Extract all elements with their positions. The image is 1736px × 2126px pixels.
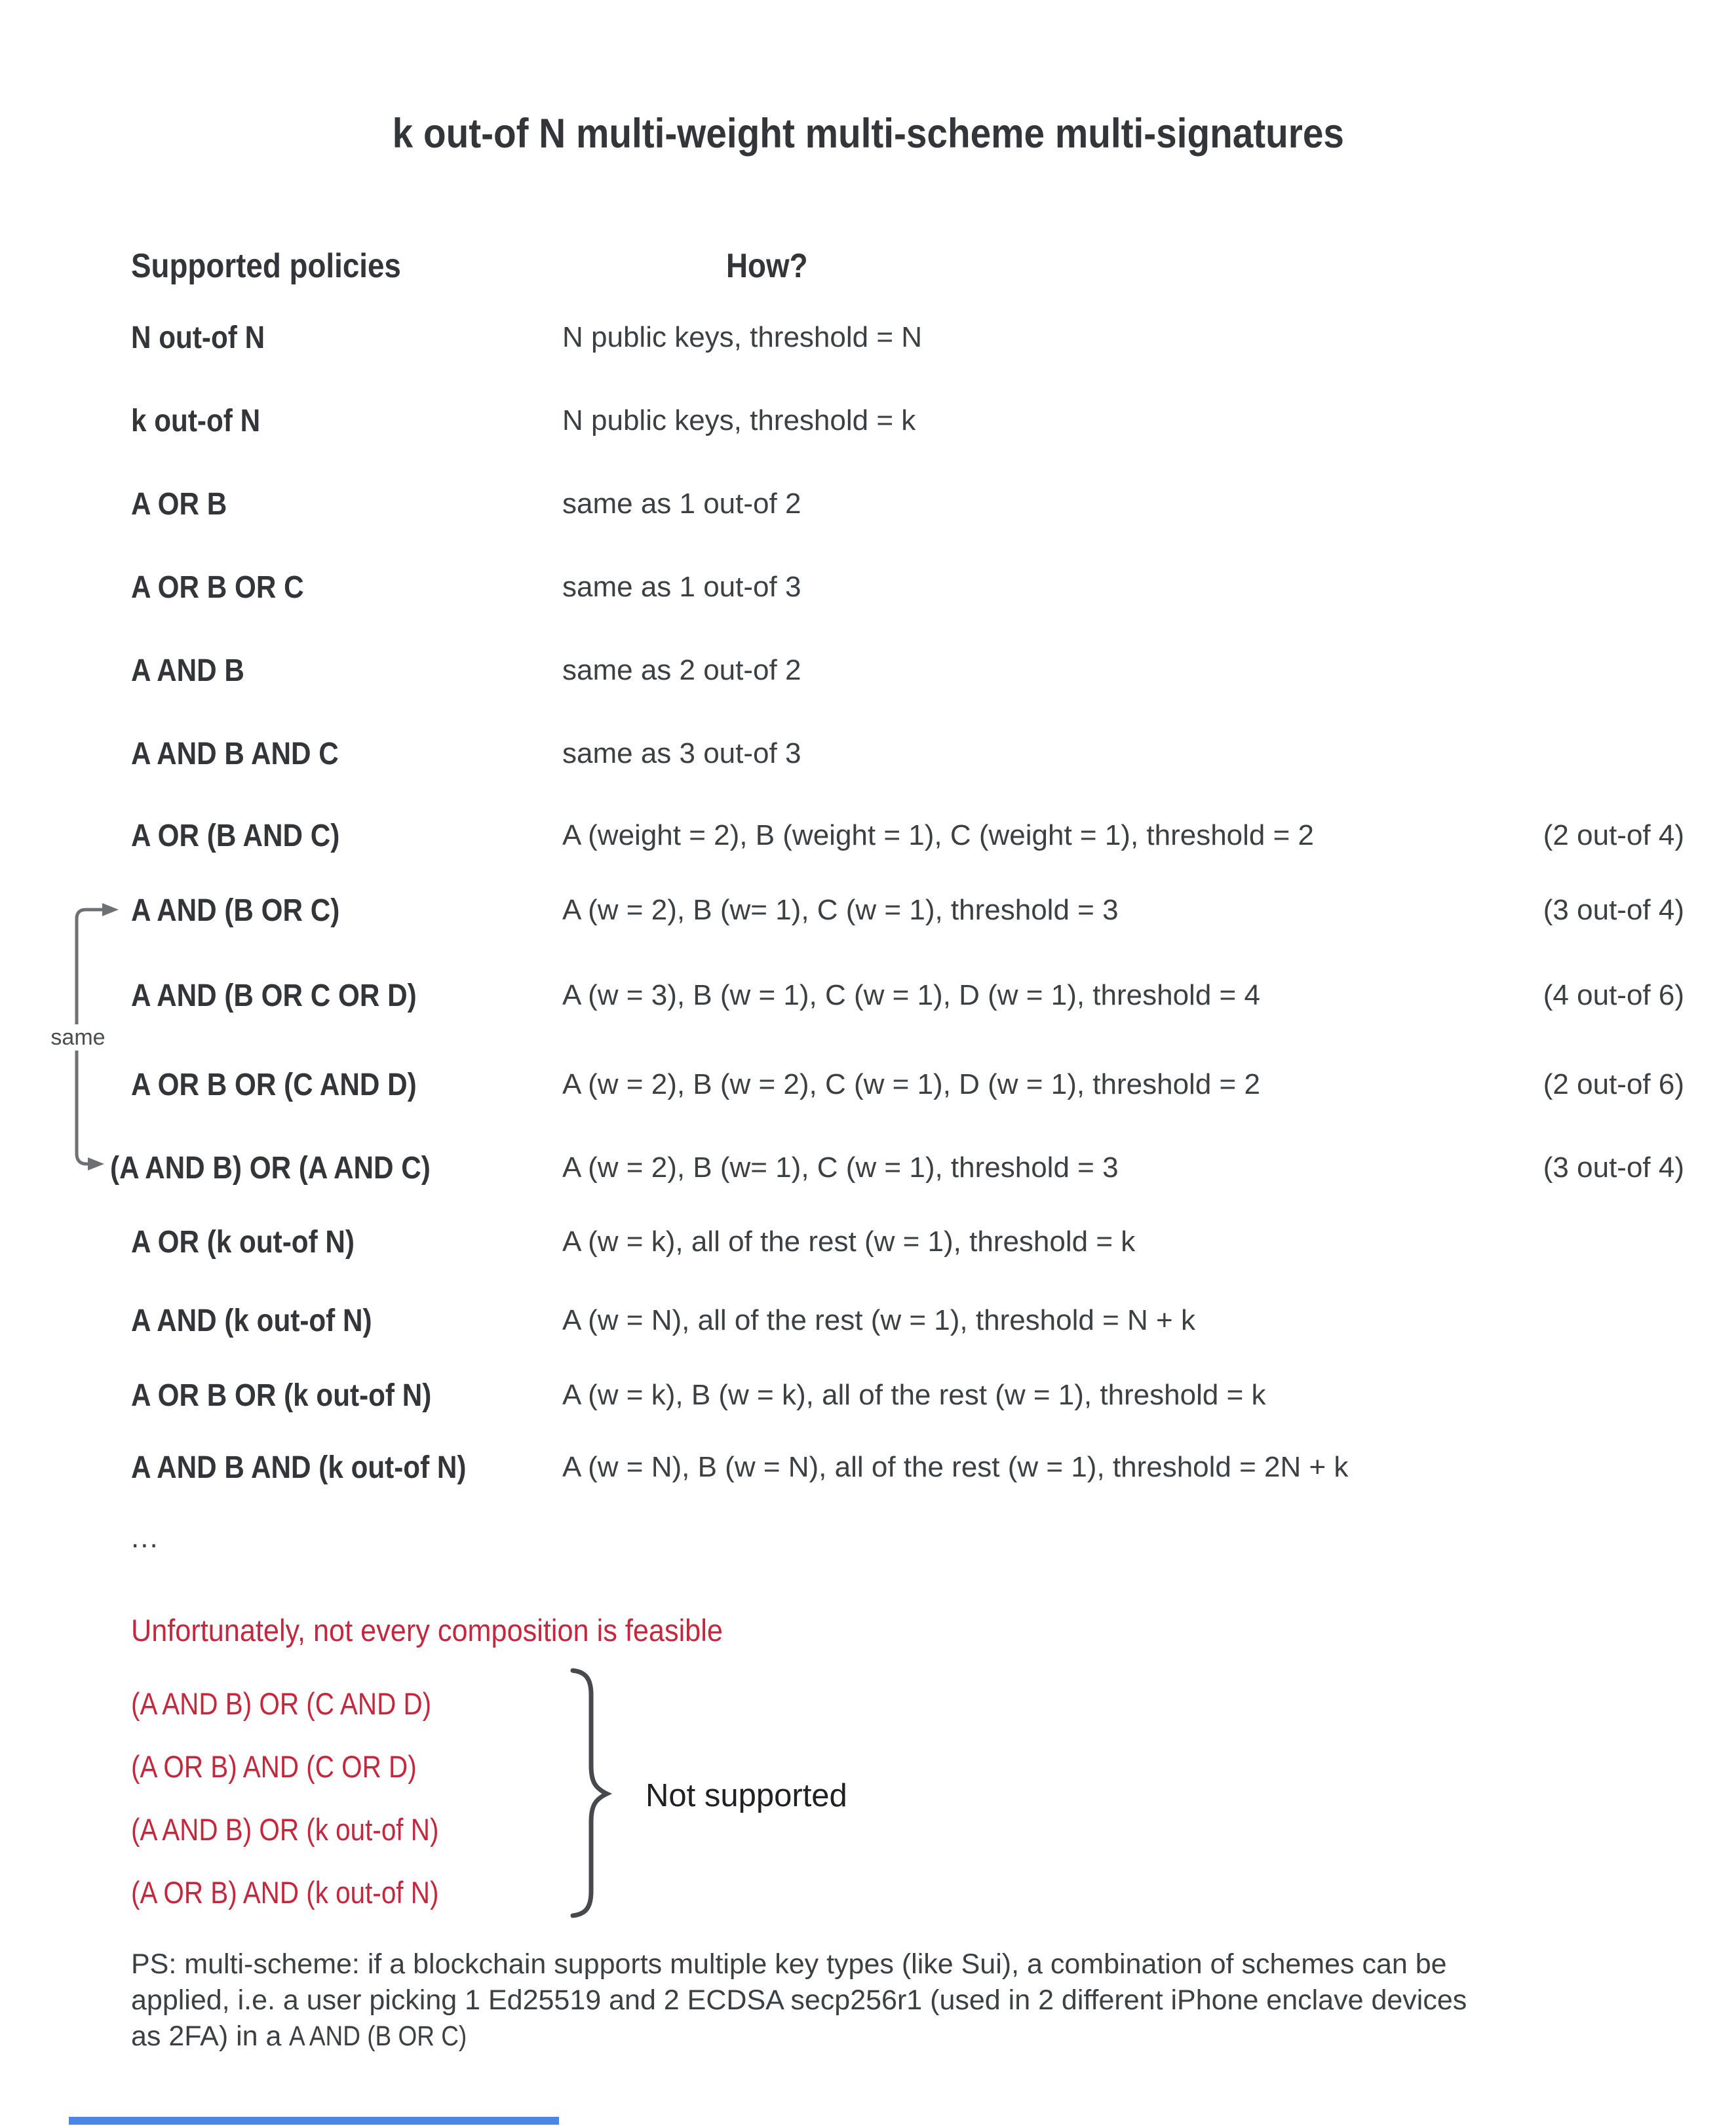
page-title: k out-of N multi-weight multi-scheme multi-signatures	[392, 111, 1344, 157]
table-row	[0, 1450, 1736, 1496]
table-row	[0, 818, 1736, 864]
table-row	[0, 1378, 1736, 1423]
ps-note-line2: applied, i.e. a user picking 1 Ed25519 and 2 ECDSA secp256r1 (used in 2 different iPhone enclave devices	[131, 1984, 1467, 2016]
table-row	[0, 1303, 1736, 1349]
table-row	[0, 653, 1736, 699]
policy-name: A AND B AND C	[131, 737, 339, 771]
equivalence-note: (2 out-of 4)	[1543, 819, 1684, 851]
column-header-how: How?	[726, 247, 808, 285]
how-cell	[562, 321, 1684, 354]
how-description: A (w = k), all of the rest (w = 1), threshold = k	[562, 1226, 1136, 1258]
table-row	[0, 486, 1736, 532]
table-row	[0, 1067, 1736, 1113]
policy-name: N out-of N	[131, 320, 265, 355]
infeasible-item: (A OR B) AND (k out-of N)	[131, 1875, 439, 1910]
table-row	[0, 320, 1736, 366]
how-description: A (weight = 2), B (weight = 1), C (weight = 1), threshold = 2	[562, 819, 1315, 851]
page-title-wrap	[0, 110, 1736, 157]
how-cell	[562, 819, 1684, 852]
policy-name: A OR B	[131, 487, 227, 522]
policy-name: A AND (B OR C OR D)	[131, 978, 417, 1013]
infeasible-item: (A AND B) OR (C AND D)	[131, 1686, 432, 1721]
how-cell	[562, 1379, 1684, 1412]
how-description: A (w = 2), B (w= 1), C (w = 1), threshold = 3	[562, 1151, 1119, 1184]
ps-note-line3-prefix: as 2FA) in a	[131, 2020, 290, 2052]
how-cell	[562, 1451, 1684, 1484]
how-description: same as 2 out-of 2	[562, 654, 801, 686]
table-row	[0, 403, 1736, 449]
policy-name: A AND (B OR C)	[131, 893, 340, 928]
table-row	[0, 1150, 1736, 1196]
how-cell	[562, 1226, 1684, 1258]
table-row	[0, 736, 1736, 782]
policy-name: A AND (k out-of N)	[131, 1304, 372, 1338]
how-description: same as 3 out-of 3	[562, 737, 801, 769]
how-description: same as 1 out-of 3	[562, 571, 801, 603]
table-ellipsis: ...	[131, 1522, 159, 1554]
how-description: N public keys, threshold = N	[562, 321, 923, 353]
not-supported-brace-icon	[573, 1671, 607, 1916]
policy-name: A OR B OR C	[131, 570, 304, 605]
how-cell	[562, 1304, 1684, 1337]
infeasible-heading: Unfortunately, not every composition is feasible	[131, 1613, 723, 1648]
how-description: A (w = k), B (w = k), all of the rest (w = 1), threshold = k	[562, 1379, 1266, 1411]
how-cell	[562, 979, 1684, 1012]
how-description: N public keys, threshold = k	[562, 404, 916, 436]
infeasible-item: (A AND B) OR (k out-of N)	[131, 1812, 439, 1847]
policy-name: A OR B OR (k out-of N)	[131, 1378, 432, 1413]
policy-name: A AND B	[131, 653, 244, 688]
how-cell	[562, 654, 1684, 687]
table-row	[0, 570, 1736, 615]
how-description: same as 1 out-of 2	[562, 488, 801, 520]
same-annotation-label: same	[44, 1024, 112, 1051]
how-description: A (w = 2), B (w= 1), C (w = 1), threshold = 3	[562, 894, 1119, 926]
equivalence-note: (3 out-of 4)	[1543, 894, 1684, 926]
how-cell	[562, 1068, 1684, 1101]
table-row	[0, 893, 1736, 938]
column-header-supported-policies: Supported policies	[131, 247, 401, 285]
policy-name: A OR (k out-of N)	[131, 1225, 355, 1260]
policy-name: k out-of N	[131, 404, 261, 438]
equivalence-note: (2 out-of 6)	[1543, 1068, 1684, 1100]
how-description: A (w = N), B (w = N), all of the rest (w = 1), threshold = 2N + k	[562, 1451, 1349, 1483]
policy-name: A OR (B AND C)	[131, 819, 340, 853]
ps-note-line1: PS: multi-scheme: if a blockchain supports multiple key types (like Sui), a combination of schemes can be	[131, 1948, 1447, 1980]
policy-name: (A AND B) OR (A AND C)	[110, 1151, 431, 1186]
infeasible-item: (A OR B) AND (C OR D)	[131, 1749, 417, 1784]
table-row	[0, 1224, 1736, 1270]
how-cell	[562, 404, 1684, 437]
how-description: A (w = 3), B (w = 1), C (w = 1), D (w = 1), threshold = 4	[562, 979, 1260, 1011]
bottom-accent-bar	[69, 2117, 559, 2125]
ps-note	[131, 1946, 1658, 2055]
equivalence-note: (3 out-of 4)	[1543, 1151, 1684, 1184]
equivalence-note: (4 out-of 6)	[1543, 979, 1684, 1011]
how-cell	[562, 1151, 1684, 1184]
not-supported-label: Not supported	[646, 1778, 847, 1813]
how-description: A (w = N), all of the rest (w = 1), threshold = N + k	[562, 1304, 1195, 1336]
how-cell	[562, 571, 1684, 604]
ps-note-line3-policy: A AND (B OR C)	[289, 2020, 467, 2052]
how-cell	[562, 488, 1684, 520]
policy-name: A AND B AND (k out-of N)	[131, 1450, 467, 1485]
policy-name: A OR B OR (C AND D)	[131, 1068, 417, 1102]
table-row	[0, 978, 1736, 1024]
how-cell	[562, 737, 1684, 770]
how-cell	[562, 894, 1684, 927]
how-description: A (w = 2), B (w = 2), C (w = 1), D (w = 1), threshold = 2	[562, 1068, 1260, 1100]
